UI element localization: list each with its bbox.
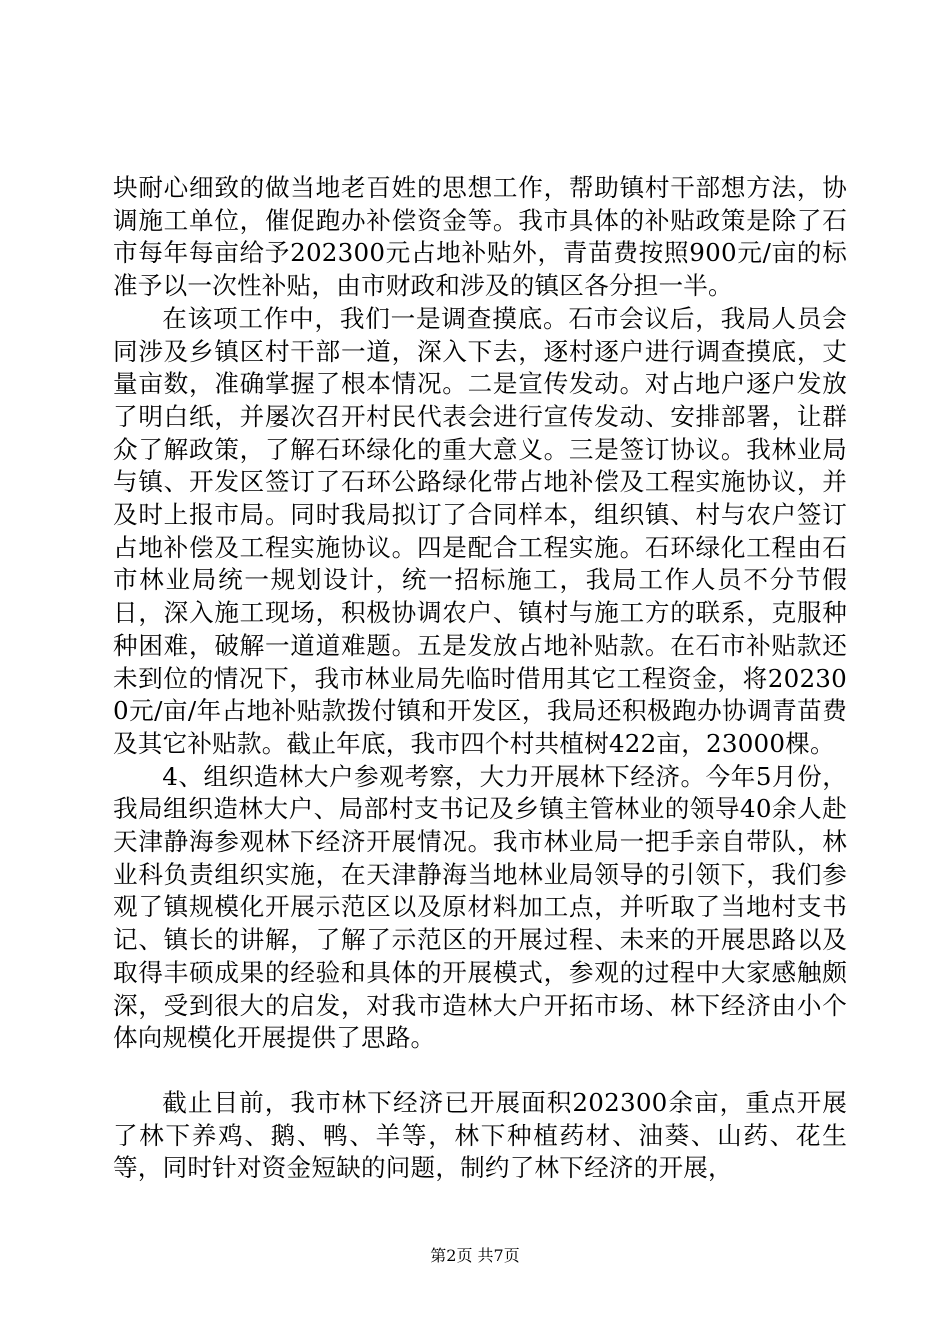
paragraph-4: 截止目前，我市林下经济已开展面积202300余亩，重点开展了林下养鸡、鹅、鸭、羊等，林下种植药材、油葵、山药、花生等，同时针对资金短缺的问题，制约了林下经济的开展， xyxy=(113,1087,847,1183)
document-body xyxy=(113,172,847,1185)
paragraph-3: 4、组织造林大户参观考察，大力开展林下经济。今年5月份，我局组织造林大户、局部村支书记及乡镇主管林业的领导40余人赴天津静海参观林下经济开展情况。我市林业局一把手亲自带队，林业科负责组织实施，在天津静海当地林业局领导的引领下，我们参观了镇规模化开展示范区以及原材料加工点，并听取了当地村支书记、镇长的讲解，了解了示范区的开展过程、未来的开展思路以及取得丰硕成果的经验和具体的开展模式，参观的过程中大家感触颇深，受到很大的启发，对我市造林大户开拓市场、林下经济由小个体向规模化开展提供了思路。 xyxy=(113,761,847,1053)
paragraph-1: 块耐心细致的做当地老百姓的思想工作，帮助镇村干部想方法，协调施工单位，催促跑办补偿资金等。我市具体的补贴政策是除了石市每年每亩给予202300元占地补贴外，青苗费按照900元/亩的标准予以一次性补贴，由市财政和涉及的镇区各分担一半。 xyxy=(113,173,847,301)
page-number-footer: 第2页 共7页 xyxy=(430,1246,520,1265)
paragraph-2: 在该项工作中，我们一是调查摸底。石市会议后，我局人员会同涉及乡镇区村干部一道，深入下去，逐村逐户进行调查摸底，丈量亩数，准确掌握了根本情况。二是宣传发动。对占地户逐户发放了明白纸，并屡次召开村民代表会进行宣传发动、安排部署，让群众了解政策，了解石环绿化的重大意义。三是签订协议。我林业局与镇、开发区签订了石环公路绿化带占地补偿及工程实施协议，并及时上报市局。同时我局拟订了合同样本，组织镇、村与农户签订占地补偿及工程实施协议。四是配合工程实施。石环绿化工程由石市林业局统一规划设计，统一招标施工，我局工作人员不分节假日，深入施工现场，积极协调农户、镇村与施工方的联系，克服种种困难，破解一道道难题。五是发放占地补贴款。在石市补贴款还未到位的情况下，我市林业局先临时借用其它工程资金，将202300元/亩/年占地补贴款拨付镇和开发区，我局还积极跑办协调青苗费及其它补贴款。截止年底，我市四个村共植树422亩，23000棵。 xyxy=(113,303,847,758)
